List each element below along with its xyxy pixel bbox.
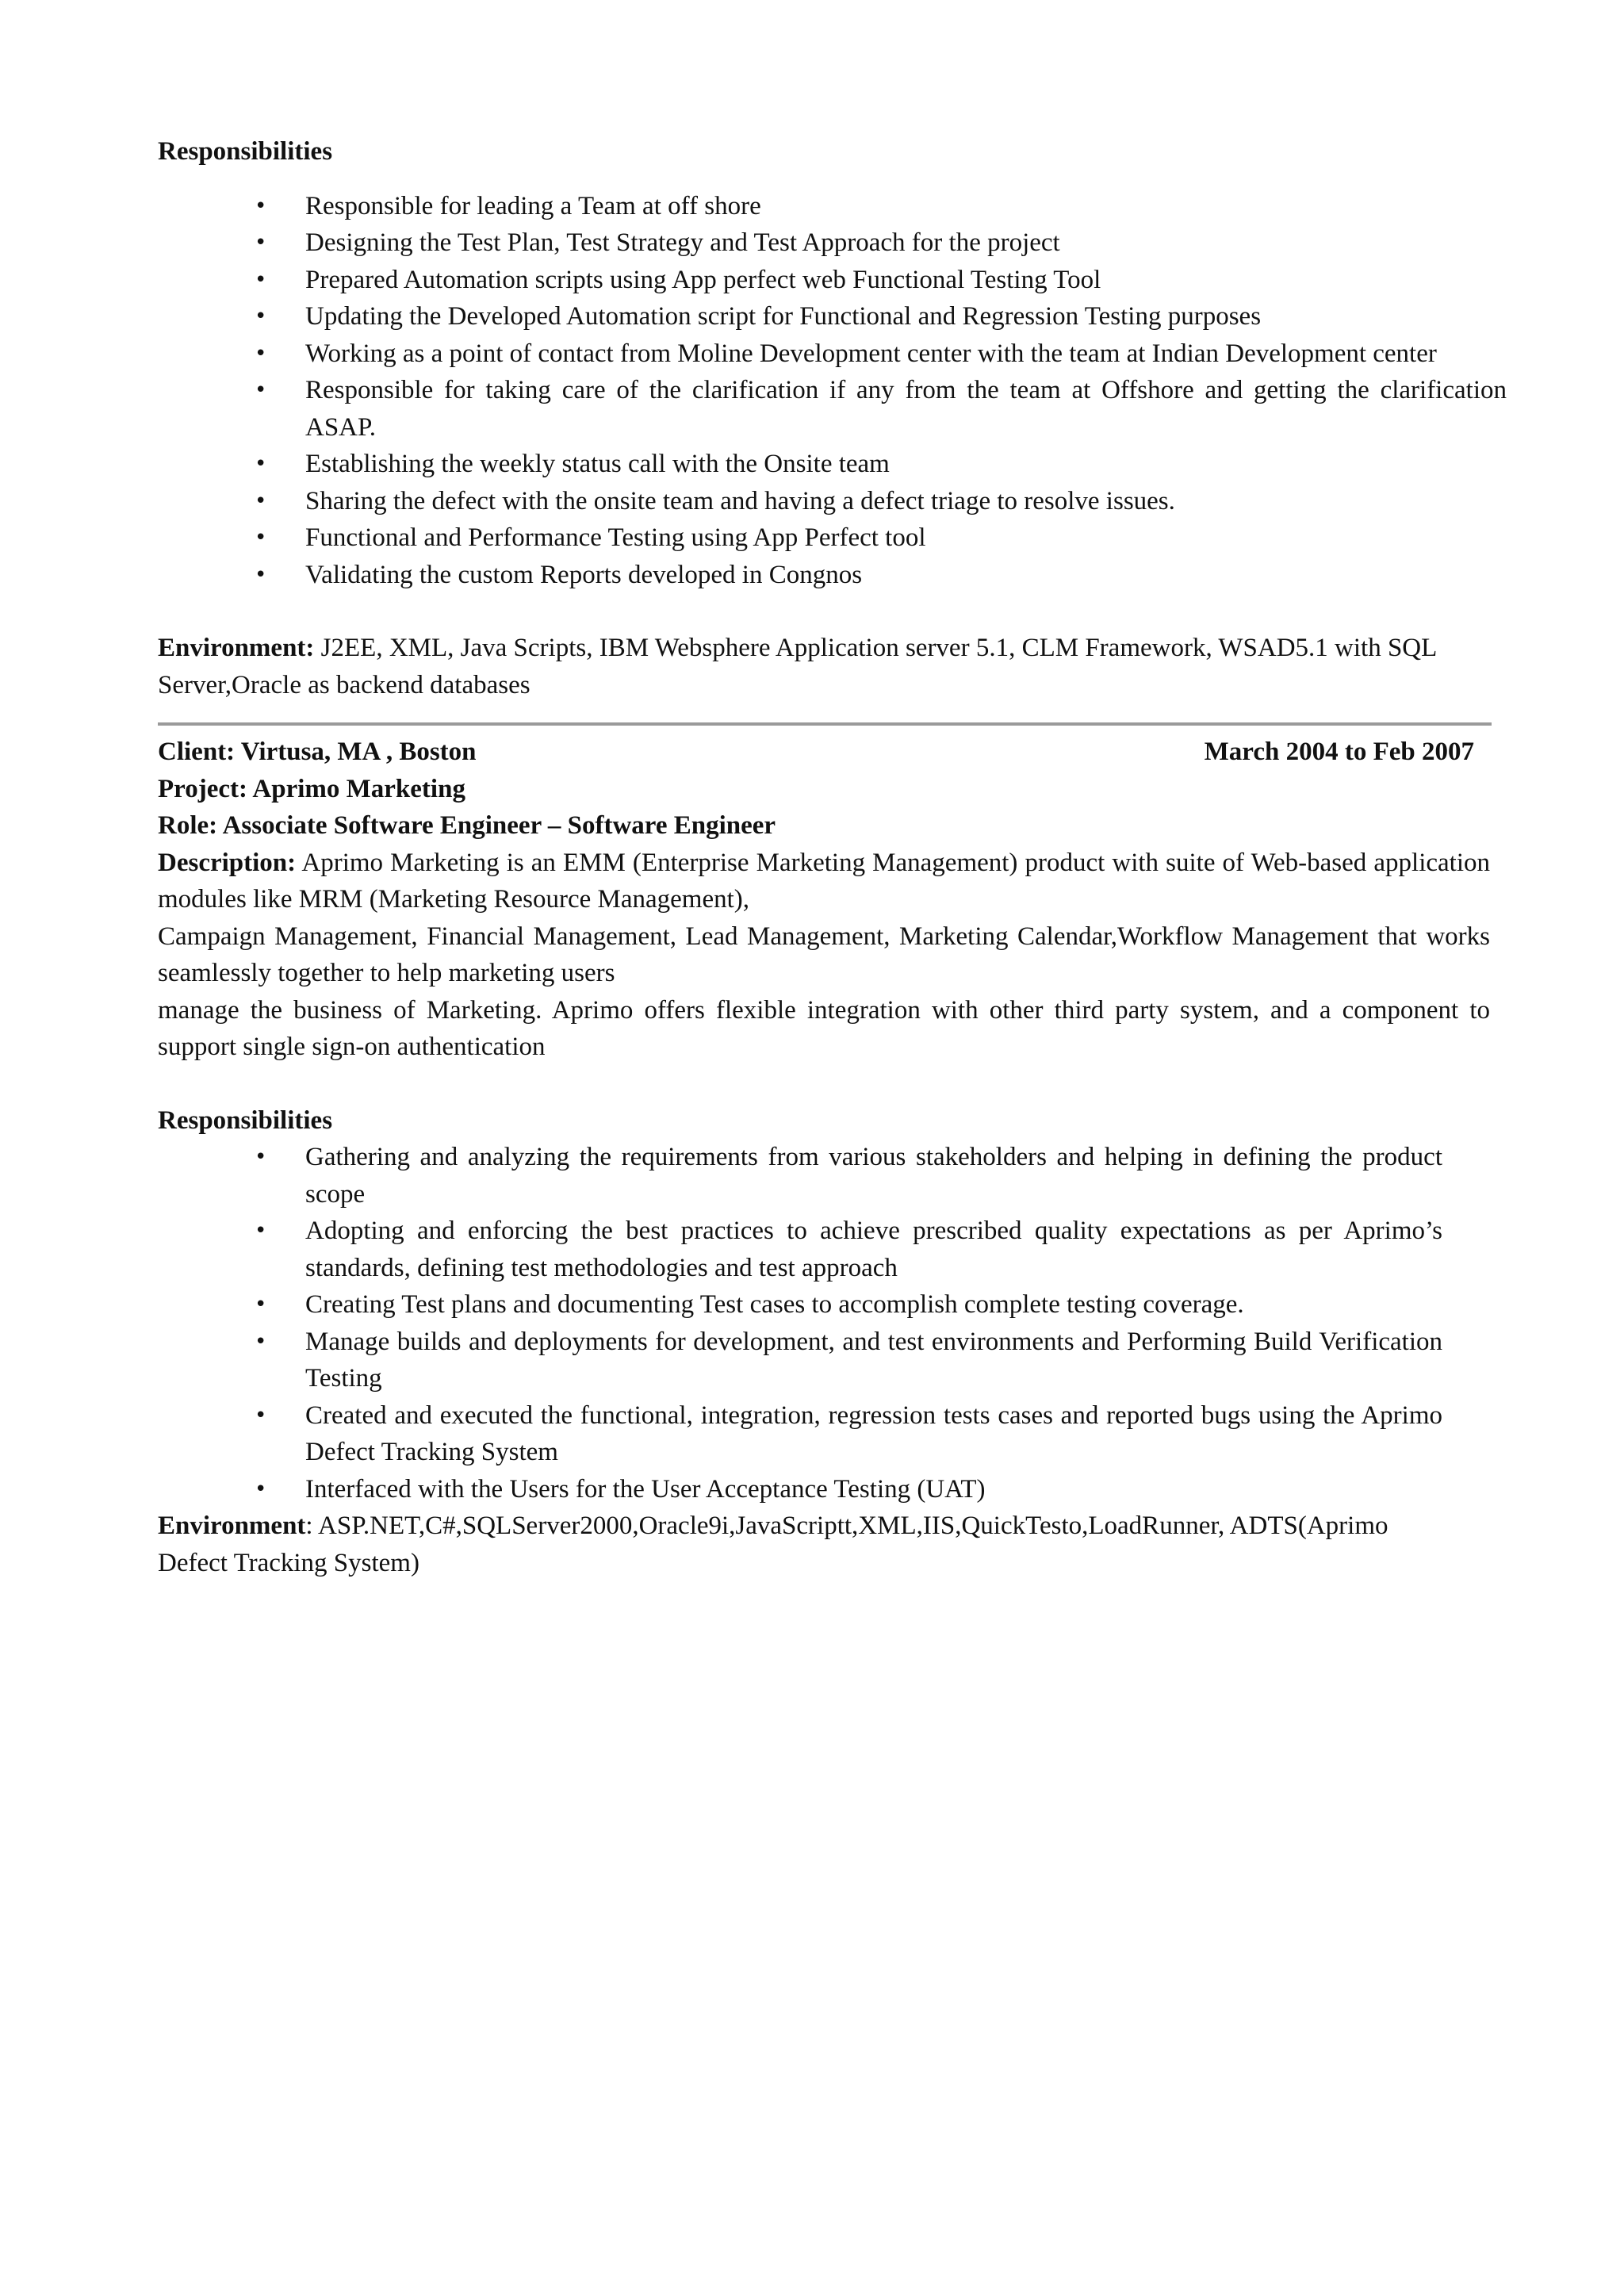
spacer [158,593,1490,630]
responsibilities-list [158,1139,1490,1508]
list-item: • Designing the Test Plan, Test Strategy and Test Approach for the project [158,224,1490,262]
section-divider [158,722,1492,726]
environment-text: : ASP.NET,C#,SQLServer2000,Oracle9i,JavaScriptt,XML,IIS,QuickTesto,LoadRunner, ADTS(Aprimo Defect Tracking System) [158,1511,1388,1577]
description-paragraph: manage the business of Marketing. Aprimo offers flexible integration with other third party system, and a component to support single sign-on authentication [158,995,1490,1061]
list-item: • Adopting and enforcing the best practices to achieve prescribed quality expectations as per Aprimo’s standards, defining test methodologies and test approach [158,1213,1450,1286]
responsibilities-heading: Responsibilities [158,1105,333,1135]
environment-line [158,1508,1458,1581]
list-item: • Functional and Performance Testing using App Perfect tool [158,519,1490,557]
role-title: Role: Associate Software Engineer – Software Engineer [158,811,776,840]
list-item: • Manage builds and deployments for development, and test environments and Performing Build Verification Testing [158,1324,1450,1397]
description-paragraph [158,845,1490,918]
list-item: • Responsible for taking care of the clarification if any from the team at Offshore and getting the clarification ASAP. [158,372,1507,446]
client-name: Client: Virtusa, MA , Boston [158,738,477,766]
list-item: • Working as a point of contact from Moline Development center with the team at Indian Development center [158,335,1490,373]
environment-label: Environment: [158,634,315,662]
list-item: • Creating Test plans and documenting Test cases to accomplish complete testing coverage. [158,1286,1450,1324]
list-item: • Establishing the weekly status call with the Onsite team [158,446,1490,483]
project-title: Project: Aprimo Marketing [158,774,465,803]
responsibilities-heading: Responsibilities [158,137,333,166]
employment-dates: March 2004 to Feb 2007 [1204,738,1474,766]
list-item: • Validating the custom Reports developed in Congnos [158,557,1490,594]
spacer [158,1066,1490,1102]
list-item: • Responsible for leading a Team at off shore [158,188,1490,225]
client-row [158,734,1474,771]
list-item: • Created and executed the functional, integration, regression tests cases and reported bugs using the Aprimo Defect Tracking System [158,1397,1450,1471]
resume-content [158,133,1507,1581]
list-item: • Updating the Developed Automation script for Functional and Regression Testing purposes [158,298,1490,335]
list-item: • Prepared Automation scripts using App perfect web Functional Testing Tool [158,262,1490,299]
environment-text: J2EE, XML, Java Scripts, IBM Websphere Application server 5.1, CLM Framework, WSAD5.1 with SQL Server,Oracle as backend databases [158,634,1437,699]
responsibilities-list [158,188,1507,594]
list-item: • Sharing the defect with the onsite team and having a defect triage to resolve issues. [158,483,1490,520]
spacer [158,170,1490,188]
list-item: • Gathering and analyzing the requirements from various stakeholders and helping in defining the product scope [158,1139,1450,1213]
description-text: Aprimo Marketing is an EMM (Enterprise Marketing Management) product with suite of Web-based application modules like MRM (Marketing Resource Management), [158,848,1490,914]
list-item: • Interfaced with the Users for the User Acceptance Testing (UAT) [158,1471,1450,1508]
description-paragraph: Campaign Management, Financial Management, Lead Management, Marketing Calendar,Workflow Management that works seamlessly together to help marketing users [158,921,1490,987]
environment-label: Environment [158,1511,306,1540]
environment-line [158,630,1490,703]
description-label: Description: [158,848,297,877]
